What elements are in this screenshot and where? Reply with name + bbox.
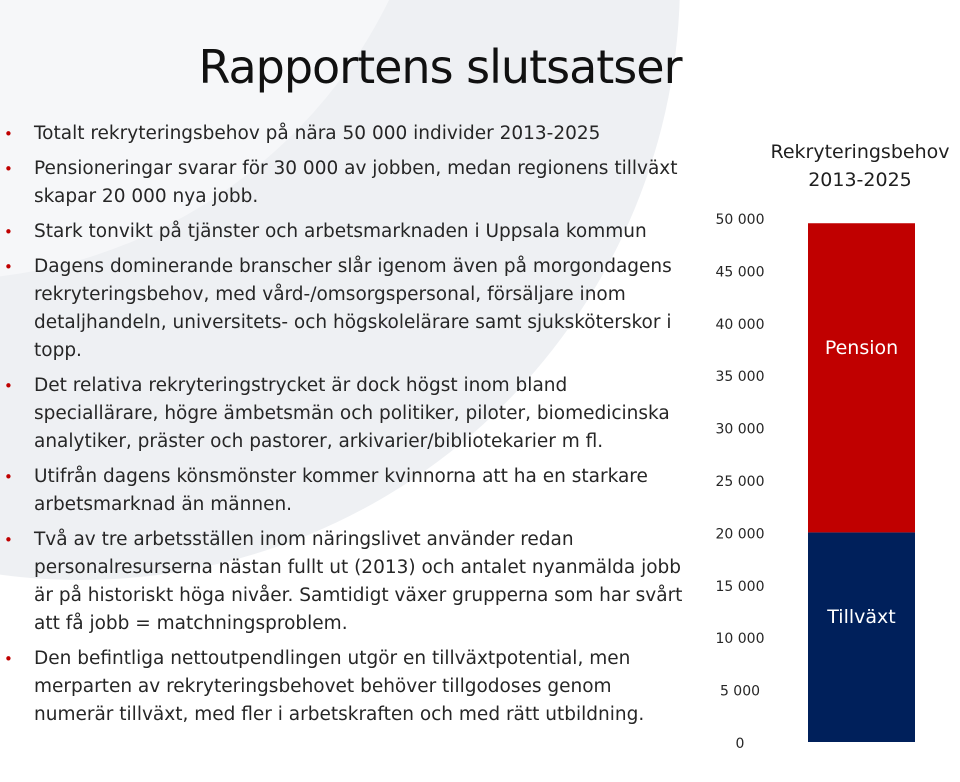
y-tick-label: 15 000 [715,578,765,595]
bullet-item [0,218,690,246]
y-tick-label: 5 000 [719,683,761,700]
bullet-item [0,645,690,729]
y-tick-label: 20 000 [715,526,765,543]
bullet-icon: • [4,531,13,549]
bullet-text: Två av tre arbetsställen inom näringslivet använder redan personalresurserna nästan fullt ut (2013) och antalet nyanmälda jobb är på historiskt höga nivåer. Samtidigt växer grupperna som har svårt att få jobb = matchningsproblem. [34,529,683,634]
bullet-item [0,120,690,148]
bullet-text: Den befintliga nettoutpendlingen utgör en tillväxtpotential, men merparten av rekryteringsbehovet behöver tillgodoses genom numerär tillväxt, med fler i arbetskraften och med rätt utbildning. [34,648,645,725]
y-tick-label: 50 000 [715,212,765,228]
chart-title [755,138,960,194]
y-tick-label: 35 000 [715,369,765,386]
y-tick-label: 40 000 [715,316,765,333]
bullet-item [0,463,690,519]
y-tick-label: 45 000 [715,264,765,281]
bar-segment-pension [808,223,915,532]
y-tick-label: 30 000 [715,421,765,438]
bar-segment-label: Tillväxt [827,606,896,629]
bullet-text: Stark tonvikt på tjänster och arbetsmarknaden i Uppsala kommun [34,221,647,242]
bullet-list [0,120,690,736]
bullet-icon: • [4,125,13,143]
bullet-text: Dagens dominerande branscher slår igenom även på morgondagens rekryteringsbehov, med vård-/omsorgspersonal, försäljare inom detaljhandeln, universitets- och högskolelärare samt sjuksköterskor i topp. [34,256,672,361]
y-tick-label: 10 000 [715,631,765,648]
bullet-text: Utifrån dagens könsmönster kommer kvinnorna att ha en starkare arbetsmarknad än männen. [34,466,648,515]
y-tick-label: 25 000 [715,474,765,490]
bullet-text: Totalt rekryteringsbehov på nära 50 000 individer 2013-2025 [34,123,601,144]
bullet-text: Pensioneringar svarar för 30 000 av jobben, medan regionens tillväxt skapar 20 000 nya jobb. [34,158,678,207]
slide-title: Rapportens slutsatser [198,40,682,94]
bullet-item [0,372,690,456]
chart-title-line: Rekryteringsbehov [770,141,950,163]
bullet-icon: • [4,468,13,486]
bullet-item [0,253,690,365]
bar-segment-tillväxt [808,532,915,742]
y-tick-label: 0 [735,736,745,752]
bullet-icon: • [4,223,13,241]
bullet-icon: • [4,160,13,178]
bullet-icon: • [4,258,13,276]
bar-segment-label: Pension [824,336,899,359]
bullet-item [0,526,690,638]
bullet-icon: • [4,377,13,395]
stacked-bar-chart [690,200,960,770]
bullet-icon: • [4,650,13,668]
bullet-item [0,155,690,211]
chart-title-line: 2013-2025 [808,169,912,191]
bullet-text: Det relativa rekryteringstrycket är dock högst inom bland speciallärare, högre ämbetsmän och politiker, piloter, biomedicinska analytiker, präster och pastorer, arkivarier/bibliotekarier m fl. [34,375,670,452]
